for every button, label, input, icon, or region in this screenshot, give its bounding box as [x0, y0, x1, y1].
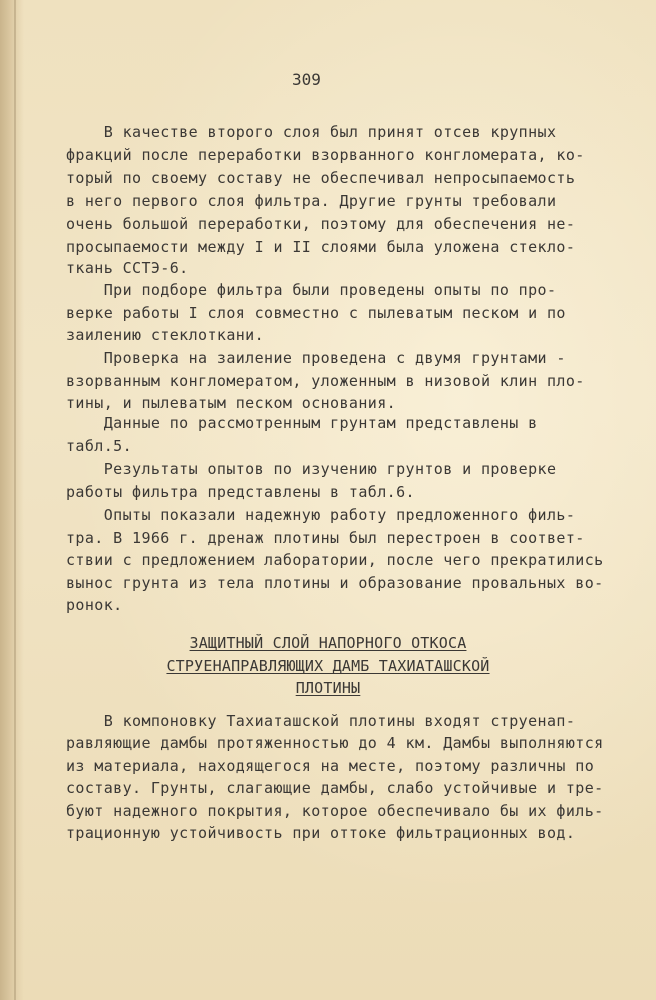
- text-line: из материала, находящегося на месте, поэтому различны по: [66, 757, 595, 775]
- text-line: взорванным конгломератом, уложенным в низовой клин пло-: [66, 372, 585, 390]
- heading-line-text: СТРУЕНАПРАВЛЯЮЩИХ ДАМБ ТАХИАТАШСКОЙ: [166, 657, 490, 675]
- heading-line-text: ПЛОТИНЫ: [295, 679, 361, 697]
- text-line: трационную устойчивость при оттоке фильтрационных вод.: [66, 824, 576, 842]
- text-line: тра. В 1966 г. дренаж плотины был перестроен в соответ-: [66, 529, 585, 547]
- text-line: Проверка на заиление проведена с двумя грунтами -: [66, 349, 566, 367]
- text-line: равляющие дамбы протяженностью до 4 км. Дамбы выполняются: [66, 734, 604, 752]
- heading-line: [0, 656, 656, 676]
- heading-line: [0, 678, 656, 698]
- text-line: Опыты показали надежную работу предложенного филь-: [66, 506, 576, 524]
- text-line: очень большой переработки, поэтому для обеспечения не-: [66, 215, 576, 233]
- text-line: В качестве второго слоя был принят отсев крупных: [66, 123, 557, 141]
- text-line: буют надежного покрытия, которое обеспечивало бы их филь-: [66, 802, 604, 820]
- text-line: Результаты опытов по изучению грунтов и проверке: [66, 460, 557, 478]
- binding-shadow: [0, 0, 24, 1000]
- text-line: торый по своему составу не обеспечивал непросыпаемость: [66, 169, 576, 187]
- text-line: тины, и пылеватым песком основания.: [66, 394, 397, 412]
- page-number: 309: [292, 70, 321, 89]
- text-line: В компоновку Тахиаташской плотины входят струенап-: [66, 712, 576, 730]
- text-line: табл.5.: [66, 437, 133, 455]
- binding-edge: [14, 0, 16, 1000]
- text-line: При подборе фильтра были проведены опыты по про-: [66, 281, 557, 299]
- text-line: верке работы I слоя совместно с пылеватым песком и по: [66, 304, 566, 322]
- heading-line: [0, 633, 656, 653]
- heading-line-text: ЗАЩИТНЫЙ СЛОЙ НАПОРНОГО ОТКОСА: [189, 634, 467, 652]
- text-line: заилению стеклоткани.: [66, 326, 265, 344]
- text-line: просыпаемости между I и II слоями была уложена стекло-: [66, 238, 576, 256]
- text-line: ронок.: [66, 596, 123, 614]
- text-line: ствии с предложением лаборатории, после чего прекратились: [66, 551, 604, 569]
- text-line: работы фильтра представлены в табл.6.: [66, 483, 415, 501]
- text-line: ткань ССТЭ-6.: [66, 259, 189, 277]
- text-line: составу. Грунты, слагающие дамбы, слабо устойчивые и тре-: [66, 779, 604, 797]
- text-line: фракций после переработки взорванного конгломерата, ко-: [66, 146, 585, 164]
- text-line: в него первого слоя фильтра. Другие грунты требовали: [66, 192, 557, 210]
- text-line: Данные по рассмотренным грунтам представлены в: [66, 414, 538, 432]
- text-line: вынос грунта из тела плотины и образование провальных во-: [66, 574, 604, 592]
